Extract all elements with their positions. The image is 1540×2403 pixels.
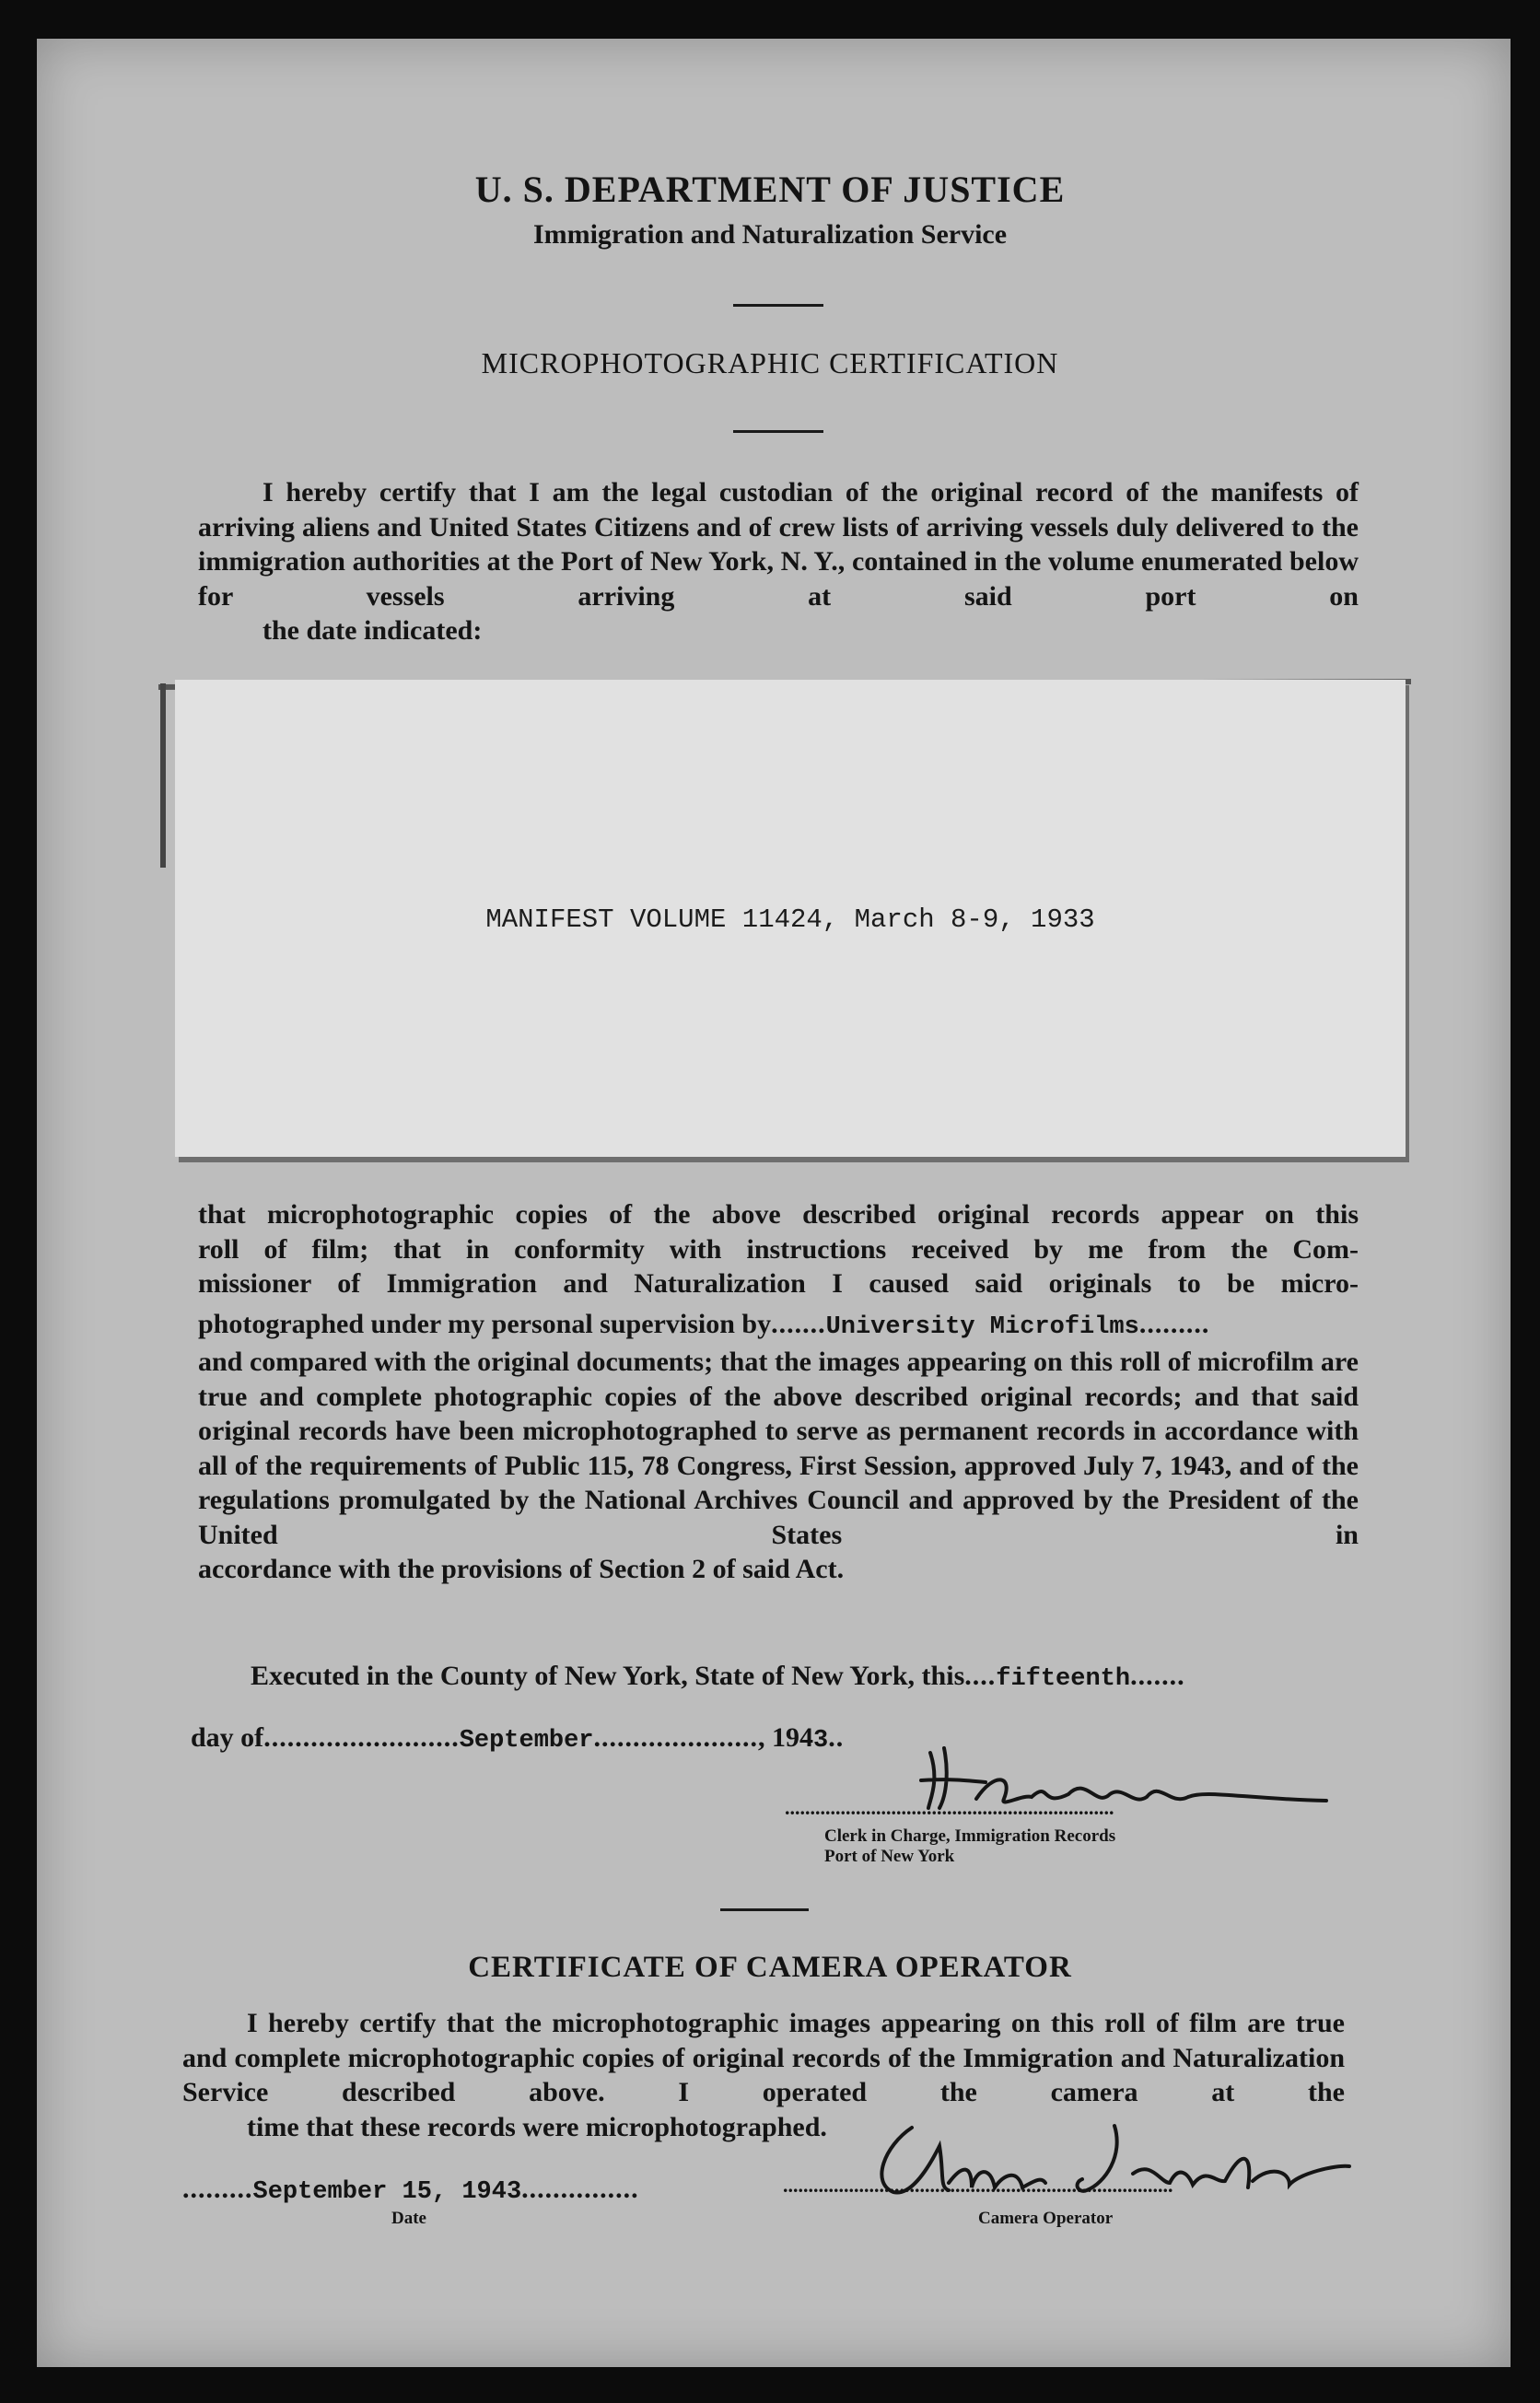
body-line: that microphotographic copies of the above described original records appear on this [198, 1199, 1359, 1230]
certification-body [198, 1197, 1359, 1587]
year-digit: 3 [813, 1727, 829, 1755]
camera-last-line: time that these records were microphotographed. [247, 2111, 827, 2142]
camera-operator-title: CERTIFICATE OF CAMERA OPERATOR [468, 1951, 1072, 1984]
camera-operator-label: Camera Operator [978, 2209, 1114, 2228]
clerk-label-line1: Clerk in Charge, Immigration Records [824, 1826, 1116, 1846]
certification-title: MICROPHOTOGRAPHIC CERTIFICATION [481, 346, 1059, 379]
divider [720, 1908, 809, 1911]
camera-date-line: .........September 15, 1943............... [182, 2174, 639, 2206]
body-line: roll of film; that in conformity with instructions received by me from the Com- [198, 1233, 1359, 1265]
body-last-line: accordance with the provisions of Section 2 of said Act. [198, 1554, 845, 1584]
paste-slip-shadow [160, 683, 166, 868]
intro-last-line: the date indicated: [262, 615, 483, 646]
executed-prefix: Executed in the County of New York, State of New York, this [251, 1661, 965, 1691]
body-text: and compared with the original documents; that the images appearing on this roll of microfilm are true and complete photographic copies of the above described original records; and that said original records have been microphotographed to serve as permanent records in accordance with all of the requirements of Public 115, 78 Congress, First Session, approved July 7, 1943, and of the regulations promulgated by the National Archives Council and approved by the President of the United States in [198, 1347, 1359, 1550]
clerk-signature-line: ................................................................. [785, 1796, 1114, 1819]
manifest-volume-label: MANIFEST VOLUME 11424, March 8-9, 1933 [485, 904, 1095, 935]
day-of-label: day of [191, 1722, 264, 1753]
executed-line: Executed in the County of New York, State of New York, this....fifteenth....... [251, 1661, 1185, 1693]
clerk-label-line2: Port of New York [824, 1847, 955, 1866]
supervision-line: photographed under my personal supervision by.......University Microfilms......... [198, 1308, 1210, 1341]
operator-signature-line: ............................................................................. [783, 2174, 1173, 2197]
camera-date-value: September 15, 1943 [252, 2178, 522, 2206]
body-line: missioner of Immigration and Naturalization I caused said originals to be micro- [198, 1268, 1359, 1299]
supervisor-name: University Microfilms [825, 1312, 1139, 1341]
executed-day: fifteenth [996, 1665, 1131, 1693]
divider [733, 304, 823, 307]
intro-paragraph [198, 475, 1359, 648]
divider [733, 430, 823, 433]
date-label: Date [391, 2209, 426, 2228]
camera-text: I hereby certify that the microphotographic images appearing on this roll of film are true and complete microphotographic copies of original records of the Immigration and Naturalization Service described above. I operated the camera at the [182, 2008, 1345, 2107]
year-prefix: , 194 [758, 1722, 814, 1753]
intro-text: I hereby certify that I am the legal custodian of the original record of the manifests of arriving aliens and United States Citizens and of crew lists of arriving vessels duly delivered to the immigration authorities at the Port of New York, N. Y., contained in the volume enumerated below for vessels arriving at said port on [198, 477, 1359, 612]
service-subtitle: Immigration and Naturalization Service [532, 219, 1008, 250]
date-line: day of.........................September....................., 1943.. [191, 1722, 845, 1755]
clerk-title [824, 1826, 1115, 1867]
supervision-prefix: photographed under my personal supervision by [198, 1308, 772, 1339]
department-title: U. S. DEPARTMENT OF JUSTICE [474, 169, 1066, 210]
executed-month: September [459, 1727, 594, 1755]
